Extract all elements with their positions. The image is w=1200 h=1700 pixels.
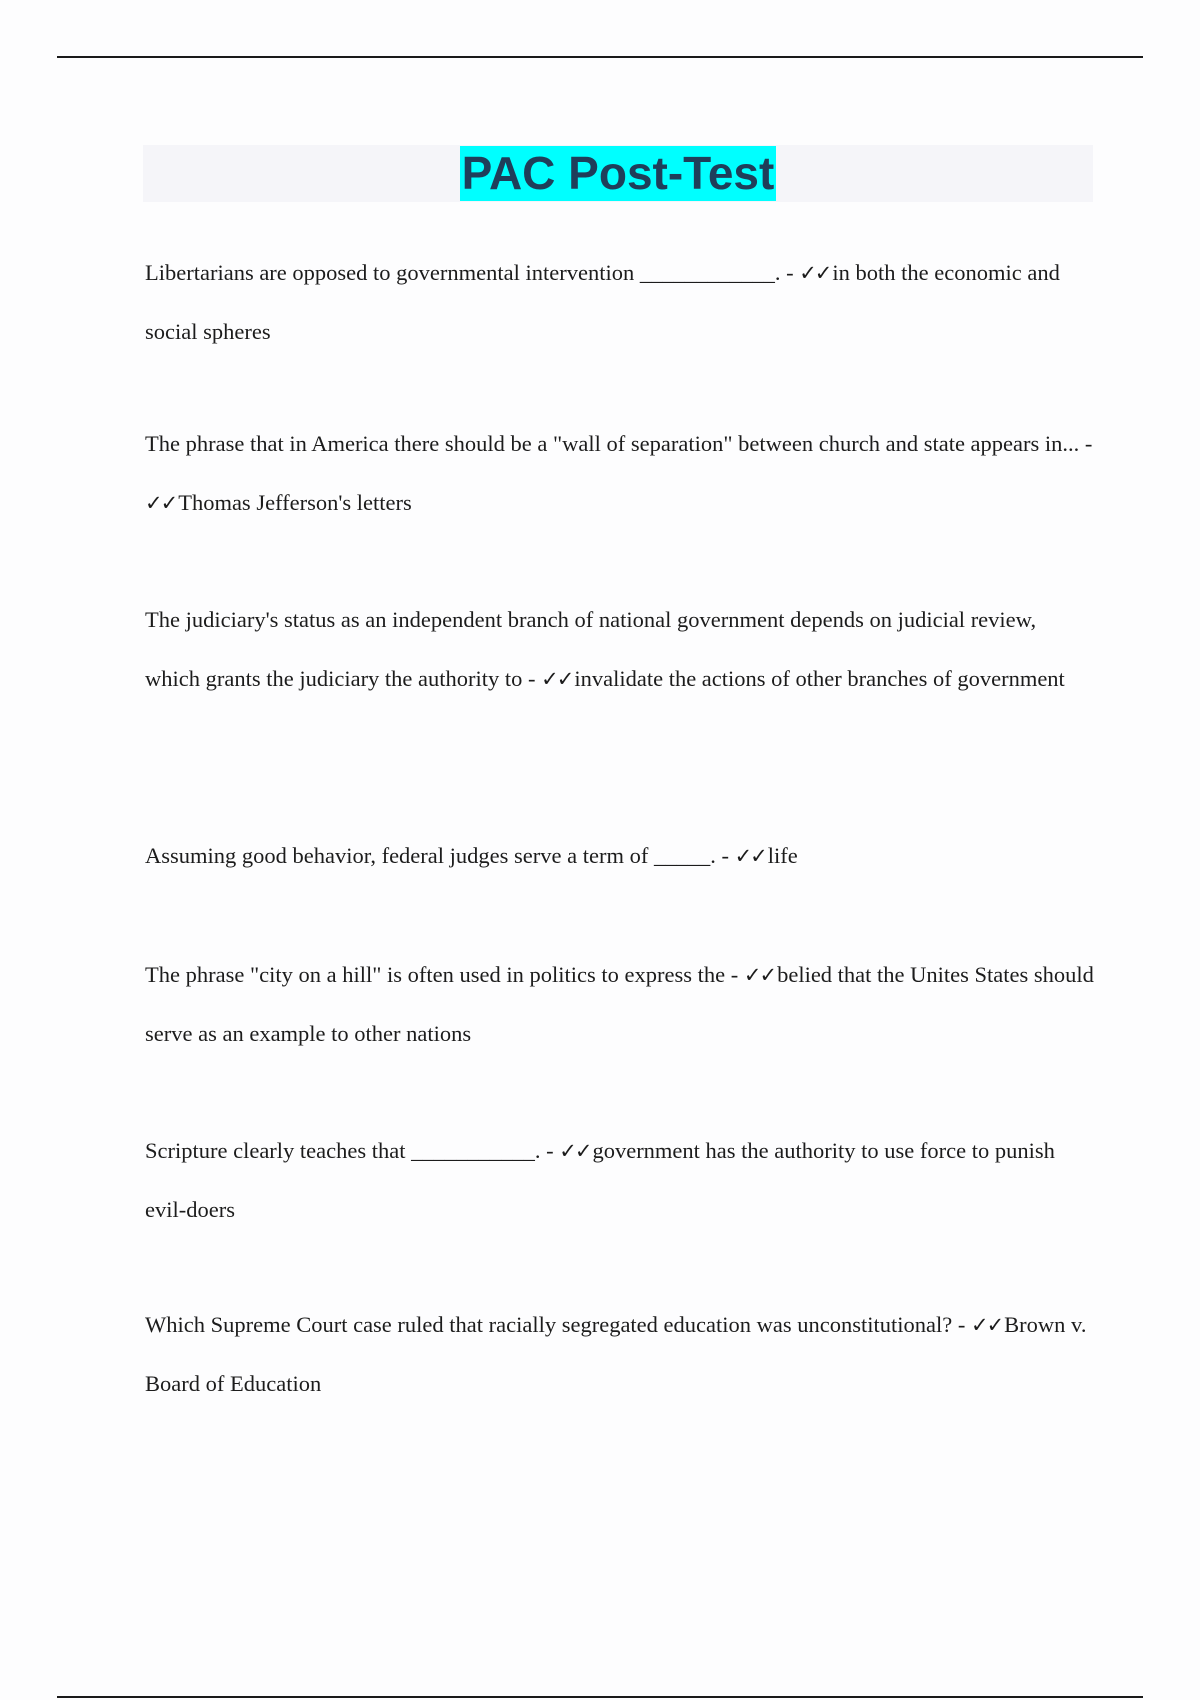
question-text: Assuming good behavior, federal judges serve a term of _____. - <box>145 843 735 868</box>
question-text: The phrase that in America there should be a "wall of separation" between church and state appears in... - <box>145 431 1093 456</box>
double-check-icon: ✓✓ <box>541 666 573 691</box>
answer-text: in both the economic and social spheres <box>145 260 1060 344</box>
title-band <box>143 145 1093 202</box>
qa-item-5 <box>145 946 1095 1063</box>
double-check-icon: ✓✓ <box>559 1139 591 1163</box>
question-text: The phrase "city on a hill" is often used in politics to express the - <box>145 962 744 987</box>
double-check-icon: ✓✓ <box>734 844 766 868</box>
answer-text: invalidate the actions of other branches of government <box>574 665 1065 691</box>
answer-text: government has the authority to use force to punish evil-doers <box>145 1138 1055 1222</box>
qa-item-2 <box>145 415 1095 532</box>
qa-item-1 <box>145 244 1095 361</box>
double-check-icon: ✓✓ <box>799 261 831 285</box>
bottom-rule <box>57 1696 1143 1698</box>
page-title: PAC Post-Test <box>461 147 775 199</box>
double-check-icon: ✓✓ <box>970 1313 1003 1337</box>
answer-text: Brown v. Board of Education <box>145 1312 1087 1396</box>
question-text: Scripture clearly teaches that ___________. - <box>145 1138 560 1163</box>
qa-item-4 <box>145 827 1095 886</box>
top-rule <box>57 56 1143 58</box>
question-text: Libertarians are opposed to governmental intervention ____________. - <box>145 260 800 285</box>
qa-item-7 <box>145 1296 1095 1413</box>
qa-item-3 <box>145 591 1095 708</box>
question-text: Which Supreme Court case ruled that racially segregated education was unconstitutional? - <box>145 1312 971 1337</box>
answer-text: life <box>767 843 798 868</box>
qa-item-6 <box>145 1122 1095 1239</box>
double-check-icon: ✓✓ <box>743 963 776 987</box>
answer-text: belied that the Unites States should serve as an example to other nations <box>145 962 1094 1046</box>
answer-text: Thomas Jefferson's letters <box>178 489 412 515</box>
question-text: The judiciary's status as an independent branch of national government depends on judicial review, which grants the judiciary the authority to - <box>145 607 1037 691</box>
double-check-icon: ✓✓ <box>145 490 177 515</box>
